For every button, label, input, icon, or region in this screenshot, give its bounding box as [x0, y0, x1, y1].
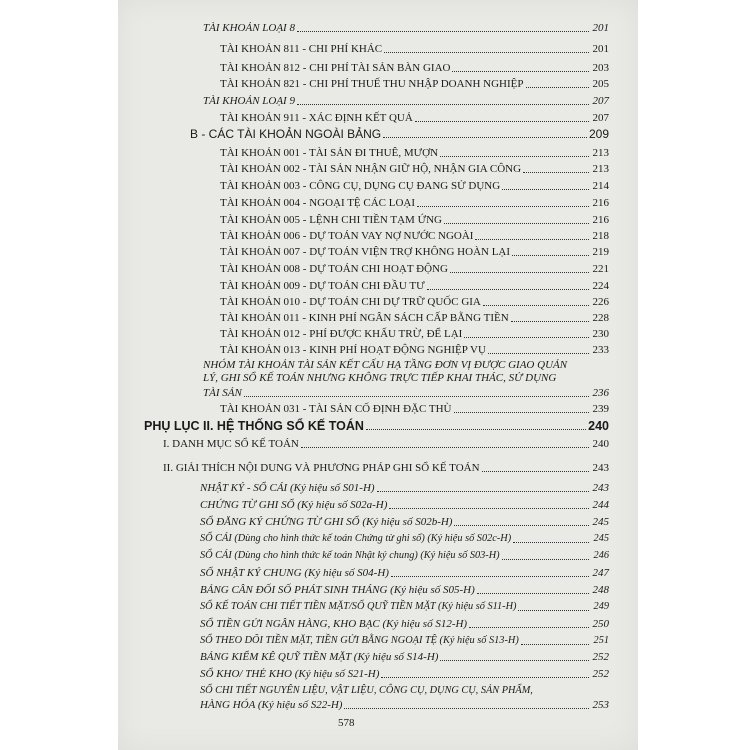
toc-entry-page: 239: [592, 403, 609, 415]
leader-dots: [521, 644, 589, 645]
toc-entry-title: TÀI KHOẢN 009 - DỰ TOÁN CHI ĐẦU TƯ: [220, 280, 425, 292]
toc-entry: [200, 699, 609, 711]
leader-dots: [523, 172, 589, 173]
leader-dots: [512, 255, 589, 256]
toc-entry: [200, 584, 609, 596]
toc-entry-page: 216: [592, 214, 609, 226]
toc-entry-page: 243: [592, 462, 609, 474]
toc-entry-page: 205: [592, 78, 609, 90]
toc-entry-title: SỔ TIỀN GỬI NGÂN HÀNG, KHO BẠC (Ký hiệu số S12-H): [200, 618, 468, 630]
toc-entry-title: TÀI KHOẢN 012 - PHÍ ĐƯỢC KHẤU TRỪ, ĐỂ LẠI: [220, 328, 463, 340]
toc-entry-page: 207: [592, 95, 609, 107]
toc-entry-page: 233: [592, 344, 609, 356]
toc-entry: [200, 499, 609, 511]
toc-entry: [220, 78, 609, 90]
toc-entry: [200, 601, 609, 613]
toc-entry: [200, 651, 609, 663]
toc-section-page: 209: [588, 127, 609, 141]
toc-entry-page: 230: [592, 328, 609, 340]
toc-entry-page: 203: [592, 62, 609, 74]
toc-entry: [200, 533, 609, 545]
toc-entry-title: SỔ KẾ TOÁN CHI TIẾT TIỀN MẶT/SỔ QUỸ TIỀN MẶT (Ký hiệu số S11-H): [200, 601, 517, 612]
leader-dots: [389, 508, 589, 509]
toc-entry-page: 246: [593, 550, 609, 561]
leader-dots: [483, 305, 589, 306]
toc-entry: [220, 180, 609, 192]
toc-entry: [220, 246, 609, 258]
toc-entry: [200, 482, 609, 494]
toc-appendix-title: PHỤ LỤC II. HỆ THỐNG SỔ KẾ TOÁN: [144, 419, 364, 433]
toc-entry-page: 252: [592, 668, 609, 680]
toc-section-title: B - CÁC TÀI KHOẢN NGOÀI BẢNG: [190, 127, 382, 141]
toc-entry: [220, 43, 609, 55]
toc-appendix-page: 240: [588, 419, 609, 433]
toc-entry-page: 201: [592, 22, 609, 34]
toc-entry-title: TÀI KHOẢN LOẠI 8: [203, 22, 295, 34]
toc-entry-page: 253: [592, 699, 609, 711]
leader-dots: [450, 272, 589, 273]
leader-dots: [384, 52, 589, 53]
toc-entry-title: TÀI KHOẢN 002 - TÀI SẢN NHẬN GIỮ HỘ, NHẬN GIA CÔNG: [220, 163, 522, 175]
leader-dots: [297, 31, 589, 32]
toc-entry-page: 201: [592, 43, 609, 55]
toc-entry-line: SỔ CHI TIẾT NGUYÊN LIỆU, VẬT LIỆU, CÔNG CỤ, DỤNG CỤ, SẢN PHẨM,: [200, 685, 533, 696]
leader-dots: [297, 104, 589, 105]
leader-dots: [488, 353, 589, 354]
toc-entry-title: TÀI KHOẢN 006 - DỰ TOÁN VAY NỢ NƯỚC NGOÀI: [220, 230, 474, 242]
leader-dots: [526, 87, 589, 88]
toc-section: [190, 128, 609, 140]
toc-appendix-heading: [144, 420, 609, 432]
toc-entry-title: CHỨNG TỪ GHI SỔ (Ký hiệu số S02a-H): [200, 499, 388, 511]
toc-entry-page: 245: [593, 533, 609, 544]
toc-entry-page: 252: [592, 651, 609, 663]
leader-dots: [502, 189, 589, 190]
toc-entry-page: 224: [592, 280, 609, 292]
leader-dots: [482, 471, 589, 472]
toc-entry: [220, 280, 609, 292]
toc-entry: [200, 516, 609, 528]
toc-entry-page: 249: [593, 601, 609, 612]
toc-entry-title: TÀI KHOẢN 001 - TÀI SẢN ĐI THUÊ, MƯỢN: [220, 147, 439, 159]
toc-entry: [200, 550, 609, 562]
toc-entry-title: TÀI KHOẢN 811 - CHI PHÍ KHÁC: [220, 43, 383, 55]
toc-entry-title: TÀI KHOẢN 011 - KINH PHÍ NGÂN SÁCH CẤP BẰNG TIỀN: [220, 312, 509, 324]
toc-entry-line: LÝ, GHI SỔ KẾ TOÁN NHƯNG KHÔNG TRỰC TIẾP KHAI THÁC, SỬ DỤNG: [203, 372, 557, 384]
toc-entry-title: HÀNG HÓA (Ký hiệu số S22-H): [200, 699, 343, 711]
toc-entry: [203, 387, 609, 399]
toc-entry: [220, 214, 609, 226]
leader-dots: [381, 677, 589, 678]
toc-entry: [220, 344, 609, 356]
toc-entry: [163, 462, 609, 474]
toc-entry-title: TÀI KHOẢN 031 - TÀI SẢN CỐ ĐỊNH ĐẶC THÙ: [220, 403, 452, 415]
toc-entry-title: BẢNG CÂN ĐỐI SỐ PHÁT SINH THÁNG (Ký hiệu số S05-H): [200, 584, 475, 596]
leader-dots: [511, 321, 589, 322]
leader-dots: [301, 447, 589, 448]
toc-entry-page: 221: [592, 263, 609, 275]
leader-dots: [344, 708, 589, 709]
toc-entry-title: TÀI KHOẢN 004 - NGOẠI TỆ CÁC LOẠI: [220, 197, 416, 209]
toc-entry-page: 251: [593, 635, 609, 646]
toc-entry: [220, 147, 609, 159]
leader-dots: [383, 137, 587, 138]
toc-entry: [200, 635, 609, 647]
toc-entry: [220, 403, 609, 415]
toc-entry-title: NHẬT KÝ - SỔ CÁI (Ký hiệu số S01-H): [200, 482, 375, 494]
leader-dots: [391, 576, 589, 577]
toc-entry-title: II. GIẢI THÍCH NỘI DUNG VÀ PHƯƠNG PHÁP GHI SỔ KẾ TOÁN: [163, 462, 480, 474]
toc-entry-page: 207: [592, 112, 609, 124]
leader-dots: [427, 289, 589, 290]
leader-dots: [452, 71, 589, 72]
toc-entry-page: 216: [592, 197, 609, 209]
toc-entry-title: TÀI KHOẢN 007 - DỰ TOÁN VIỆN TRỢ KHÔNG HOÀN LẠI: [220, 246, 511, 258]
toc-entry-page: 250: [592, 618, 609, 630]
toc-entry-page: 236: [592, 387, 609, 399]
toc-entry-title: TÀI KHOẢN LOẠI 9: [203, 95, 295, 107]
toc-entry-page: 243: [592, 482, 609, 494]
toc-entry-line: NHÓM TÀI KHOẢN TÀI SẢN KẾT CẤU HẠ TẦNG ĐƠN VỊ ĐƯỢC GIAO QUẢN: [203, 359, 568, 371]
toc-entry-title: SỔ ĐĂNG KÝ CHỨNG TỪ GHI SỔ (Ký hiệu số S02b-H): [200, 516, 453, 528]
toc-entry-page: 248: [592, 584, 609, 596]
page-number: 578: [338, 717, 355, 729]
leader-dots: [415, 121, 589, 122]
toc-entry: [200, 618, 609, 630]
toc-entry: [220, 197, 609, 209]
toc-entry-title: SỔ CÁI (Dùng cho hình thức kế toán Nhật ký chung) (Ký hiệu số S03-H): [200, 550, 500, 561]
toc-entry-title: TÀI KHOẢN 911 - XÁC ĐỊNH KẾT QUẢ: [220, 112, 413, 124]
toc-entry-page: 244: [592, 499, 609, 511]
toc-entry-title: SỔ NHẬT KÝ CHUNG (Ký hiệu số S04-H): [200, 567, 389, 579]
toc-entry-title: BẢNG KIỂM KÊ QUỸ TIỀN MẶT (Ký hiệu số S14-H): [200, 651, 439, 663]
toc-entry-title: TÀI KHOẢN 005 - LỆNH CHI TIỀN TẠM ỨNG: [220, 214, 442, 226]
leader-dots: [366, 429, 586, 430]
leader-dots: [377, 491, 589, 492]
leader-dots: [518, 610, 589, 611]
toc-entry-page: 219: [592, 246, 609, 258]
leader-dots: [440, 660, 589, 661]
toc-entry-title: TÀI SẢN: [203, 387, 242, 399]
toc-entry-page: 245: [592, 516, 609, 528]
toc-entry: [220, 112, 609, 124]
toc-entry: [220, 263, 609, 275]
toc-entry-title: TÀI KHOẢN 010 - DỰ TOÁN CHI DỰ TRỮ QUỐC GIA: [220, 296, 481, 308]
leader-dots: [454, 525, 589, 526]
toc-entry: [220, 230, 609, 242]
toc-entry: [220, 62, 609, 74]
leader-dots: [244, 396, 589, 397]
toc-entry-page: 214: [592, 180, 609, 192]
leader-dots: [444, 223, 589, 224]
toc-entry: [203, 95, 609, 107]
toc-entry: [220, 328, 609, 340]
toc-entry-page: 213: [592, 147, 609, 159]
toc-entry: [220, 312, 609, 324]
leader-dots: [454, 412, 590, 413]
toc-entry: [220, 163, 609, 175]
toc-entry: [203, 22, 609, 34]
toc-entry-title: TÀI KHOẢN 003 - CÔNG CỤ, DỤNG CỤ ĐANG SỬ DỤNG: [220, 180, 501, 192]
toc-entry-page: 213: [592, 163, 609, 175]
toc-entry-title: I. DANH MỤC SỔ KẾ TOÁN: [163, 438, 299, 450]
leader-dots: [464, 337, 589, 338]
toc-entry: [200, 567, 609, 579]
toc-entry-title: SỔ THEO DÕI TIỀN MẶT, TIỀN GỬI BẰNG NGOẠI TỆ (Ký hiệu số S13-H): [200, 635, 519, 646]
toc-entry-page: 247: [592, 567, 609, 579]
toc-entry-title: TÀI KHOẢN 013 - KINH PHÍ HOẠT ĐỘNG NGHIỆP VỤ: [220, 344, 486, 356]
toc-entry-page: 226: [592, 296, 609, 308]
toc-entry-page: 218: [592, 230, 609, 242]
toc-entry: [163, 438, 609, 450]
leader-dots: [469, 627, 589, 628]
toc-entry: [220, 296, 609, 308]
toc-entry-page: 228: [592, 312, 609, 324]
leader-dots: [477, 593, 589, 594]
leader-dots: [513, 542, 589, 543]
toc-entry-title: SỔ CÁI (Dùng cho hình thức kế toán Chứng từ ghi sổ) (Ký hiệu số S02c-H): [200, 533, 512, 544]
toc-entry-title: SỔ KHO/ THẺ KHO (Ký hiệu số S21-H): [200, 668, 380, 680]
leader-dots: [475, 239, 589, 240]
toc-entry-title: TÀI KHOẢN 821 - CHI PHÍ THUẾ THU NHẬP DOANH NGHIỆP: [220, 78, 524, 90]
leader-dots: [502, 559, 589, 560]
leader-dots: [417, 206, 589, 207]
toc-entry: [200, 668, 609, 680]
toc-entry-page: 240: [592, 438, 609, 450]
toc-entry-title: TÀI KHOẢN 812 - CHI PHÍ TÀI SẢN BÀN GIAO: [220, 62, 451, 74]
toc-entry-title: TÀI KHOẢN 008 - DỰ TOÁN CHI HOẠT ĐỘNG: [220, 263, 448, 275]
leader-dots: [440, 156, 589, 157]
